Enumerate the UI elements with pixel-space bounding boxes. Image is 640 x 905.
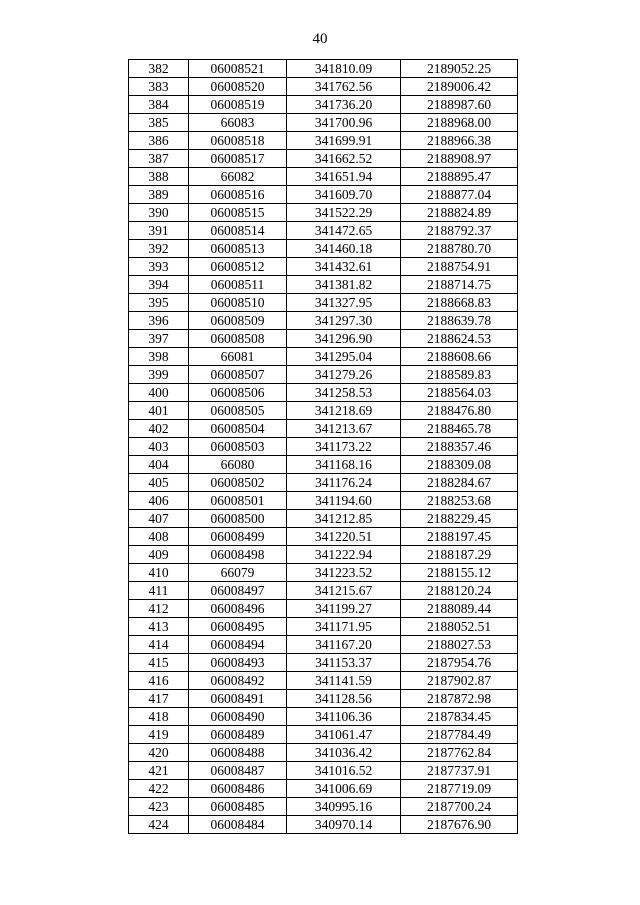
table-row: [129, 672, 518, 690]
y-coordinate-cell: 2187784.49: [401, 726, 518, 744]
table-row: [129, 726, 518, 744]
y-coordinate-cell: 2188714.75: [401, 276, 518, 294]
table-row: [129, 780, 518, 798]
x-coordinate-cell: 341220.51: [287, 528, 401, 546]
row-index-cell: 404: [129, 456, 189, 474]
row-index-cell: 387: [129, 150, 189, 168]
table-row: [129, 366, 518, 384]
coordinates-table: [128, 59, 518, 834]
x-coordinate-cell: 340995.16: [287, 798, 401, 816]
point-id-cell: 06008511: [189, 276, 287, 294]
y-coordinate-cell: 2188253.68: [401, 492, 518, 510]
table-row: [129, 204, 518, 222]
x-coordinate-cell: 341036.42: [287, 744, 401, 762]
page-number: 40: [312, 31, 328, 47]
point-id-cell: 06008514: [189, 222, 287, 240]
row-index-cell: 389: [129, 186, 189, 204]
table-body: [129, 60, 518, 834]
point-id-cell: 06008515: [189, 204, 287, 222]
x-coordinate-cell: 341297.30: [287, 312, 401, 330]
x-coordinate-cell: 341258.53: [287, 384, 401, 402]
x-coordinate-cell: 341609.70: [287, 186, 401, 204]
y-coordinate-cell: 2188589.83: [401, 366, 518, 384]
y-coordinate-cell: 2188824.89: [401, 204, 518, 222]
point-id-cell: 06008509: [189, 312, 287, 330]
row-index-cell: 413: [129, 618, 189, 636]
table-row: [129, 330, 518, 348]
point-id-cell: 06008505: [189, 402, 287, 420]
x-coordinate-cell: 341662.52: [287, 150, 401, 168]
x-coordinate-cell: 341212.85: [287, 510, 401, 528]
table-row: [129, 402, 518, 420]
row-index-cell: 423: [129, 798, 189, 816]
x-coordinate-cell: 341061.47: [287, 726, 401, 744]
y-coordinate-cell: 2187902.87: [401, 672, 518, 690]
row-index-cell: 424: [129, 816, 189, 834]
x-coordinate-cell: 341432.61: [287, 258, 401, 276]
x-coordinate-cell: 341194.60: [287, 492, 401, 510]
y-coordinate-cell: 2188966.38: [401, 132, 518, 150]
x-coordinate-cell: 341296.90: [287, 330, 401, 348]
y-coordinate-cell: 2188987.60: [401, 96, 518, 114]
y-coordinate-cell: 2187700.24: [401, 798, 518, 816]
table-row: [129, 618, 518, 636]
x-coordinate-cell: 341295.04: [287, 348, 401, 366]
point-id-cell: 06008512: [189, 258, 287, 276]
table-row: [129, 816, 518, 834]
row-index-cell: 412: [129, 600, 189, 618]
point-id-cell: 06008517: [189, 150, 287, 168]
x-coordinate-cell: 341762.56: [287, 78, 401, 96]
x-coordinate-cell: 341199.27: [287, 600, 401, 618]
x-coordinate-cell: 341173.22: [287, 438, 401, 456]
x-coordinate-cell: 341699.91: [287, 132, 401, 150]
y-coordinate-cell: 2187676.90: [401, 816, 518, 834]
row-index-cell: 405: [129, 474, 189, 492]
point-id-cell: 06008486: [189, 780, 287, 798]
y-coordinate-cell: 2188052.51: [401, 618, 518, 636]
row-index-cell: 398: [129, 348, 189, 366]
x-coordinate-cell: 341167.20: [287, 636, 401, 654]
x-coordinate-cell: 341106.36: [287, 708, 401, 726]
row-index-cell: 421: [129, 762, 189, 780]
table-row: [129, 636, 518, 654]
row-index-cell: 402: [129, 420, 189, 438]
point-id-cell: 06008516: [189, 186, 287, 204]
y-coordinate-cell: 2187834.45: [401, 708, 518, 726]
row-index-cell: 397: [129, 330, 189, 348]
table-row: [129, 528, 518, 546]
x-coordinate-cell: 341141.59: [287, 672, 401, 690]
y-coordinate-cell: 2187719.09: [401, 780, 518, 798]
row-index-cell: 386: [129, 132, 189, 150]
table-row: [129, 474, 518, 492]
point-id-cell: 66083: [189, 114, 287, 132]
row-index-cell: 417: [129, 690, 189, 708]
table-row: [129, 312, 518, 330]
table-row: [129, 114, 518, 132]
table-row: [129, 708, 518, 726]
table-row: [129, 600, 518, 618]
y-coordinate-cell: 2188476.80: [401, 402, 518, 420]
row-index-cell: 411: [129, 582, 189, 600]
y-coordinate-cell: 2188120.24: [401, 582, 518, 600]
row-index-cell: 399: [129, 366, 189, 384]
row-index-cell: 403: [129, 438, 189, 456]
y-coordinate-cell: 2188792.37: [401, 222, 518, 240]
y-coordinate-cell: 2188608.66: [401, 348, 518, 366]
point-id-cell: 06008484: [189, 816, 287, 834]
table-row: [129, 690, 518, 708]
y-coordinate-cell: 2188309.08: [401, 456, 518, 474]
table-row: [129, 294, 518, 312]
point-id-cell: 06008491: [189, 690, 287, 708]
y-coordinate-cell: 2188155.12: [401, 564, 518, 582]
y-coordinate-cell: 2188908.97: [401, 150, 518, 168]
row-index-cell: 419: [129, 726, 189, 744]
point-id-cell: 06008494: [189, 636, 287, 654]
table-row: [129, 798, 518, 816]
x-coordinate-cell: 341279.26: [287, 366, 401, 384]
table-row: [129, 456, 518, 474]
table-row: [129, 78, 518, 96]
point-id-cell: 06008495: [189, 618, 287, 636]
point-id-cell: 06008500: [189, 510, 287, 528]
table-row: [129, 384, 518, 402]
table-row: [129, 654, 518, 672]
y-coordinate-cell: 2188465.78: [401, 420, 518, 438]
row-index-cell: 407: [129, 510, 189, 528]
table-row: [129, 744, 518, 762]
y-coordinate-cell: 2188780.70: [401, 240, 518, 258]
table-row: [129, 240, 518, 258]
y-coordinate-cell: 2188968.00: [401, 114, 518, 132]
row-index-cell: 393: [129, 258, 189, 276]
point-id-cell: 06008488: [189, 744, 287, 762]
point-id-cell: 06008503: [189, 438, 287, 456]
y-coordinate-cell: 2188187.29: [401, 546, 518, 564]
row-index-cell: 388: [129, 168, 189, 186]
table-row: [129, 420, 518, 438]
y-coordinate-cell: 2188197.45: [401, 528, 518, 546]
point-id-cell: 06008492: [189, 672, 287, 690]
y-coordinate-cell: 2188877.04: [401, 186, 518, 204]
y-coordinate-cell: 2187954.76: [401, 654, 518, 672]
x-coordinate-cell: 341522.29: [287, 204, 401, 222]
y-coordinate-cell: 2188229.45: [401, 510, 518, 528]
y-coordinate-cell: 2189052.25: [401, 60, 518, 78]
point-id-cell: 06008489: [189, 726, 287, 744]
x-coordinate-cell: 341153.37: [287, 654, 401, 672]
row-index-cell: 383: [129, 78, 189, 96]
table-row: [129, 348, 518, 366]
table-row: [129, 96, 518, 114]
row-index-cell: 392: [129, 240, 189, 258]
x-coordinate-cell: 341213.67: [287, 420, 401, 438]
x-coordinate-cell: 341327.95: [287, 294, 401, 312]
point-id-cell: 06008485: [189, 798, 287, 816]
x-coordinate-cell: 341016.52: [287, 762, 401, 780]
y-coordinate-cell: 2187872.98: [401, 690, 518, 708]
point-id-cell: 06008497: [189, 582, 287, 600]
table-row: [129, 564, 518, 582]
row-index-cell: 406: [129, 492, 189, 510]
x-coordinate-cell: 341810.09: [287, 60, 401, 78]
point-id-cell: 06008502: [189, 474, 287, 492]
table-row: [129, 132, 518, 150]
y-coordinate-cell: 2188027.53: [401, 636, 518, 654]
table-row: [129, 276, 518, 294]
point-id-cell: 06008499: [189, 528, 287, 546]
point-id-cell: 66080: [189, 456, 287, 474]
point-id-cell: 06008520: [189, 78, 287, 96]
table-row: [129, 150, 518, 168]
point-id-cell: 06008504: [189, 420, 287, 438]
point-id-cell: 06008519: [189, 96, 287, 114]
y-coordinate-cell: 2188564.03: [401, 384, 518, 402]
row-index-cell: 400: [129, 384, 189, 402]
y-coordinate-cell: 2188639.78: [401, 312, 518, 330]
x-coordinate-cell: 341171.95: [287, 618, 401, 636]
x-coordinate-cell: 340970.14: [287, 816, 401, 834]
row-index-cell: 396: [129, 312, 189, 330]
y-coordinate-cell: 2187737.91: [401, 762, 518, 780]
x-coordinate-cell: 341460.18: [287, 240, 401, 258]
row-index-cell: 394: [129, 276, 189, 294]
row-index-cell: 384: [129, 96, 189, 114]
point-id-cell: 06008501: [189, 492, 287, 510]
row-index-cell: 415: [129, 654, 189, 672]
y-coordinate-cell: 2188284.67: [401, 474, 518, 492]
x-coordinate-cell: 341472.65: [287, 222, 401, 240]
row-index-cell: 391: [129, 222, 189, 240]
table-row: [129, 762, 518, 780]
row-index-cell: 390: [129, 204, 189, 222]
y-coordinate-cell: 2187762.84: [401, 744, 518, 762]
point-id-cell: 06008493: [189, 654, 287, 672]
x-coordinate-cell: 341651.94: [287, 168, 401, 186]
table-row: [129, 258, 518, 276]
x-coordinate-cell: 341381.82: [287, 276, 401, 294]
table-row: [129, 186, 518, 204]
table-row: [129, 582, 518, 600]
point-id-cell: 06008513: [189, 240, 287, 258]
point-id-cell: 06008490: [189, 708, 287, 726]
table-row: [129, 546, 518, 564]
x-coordinate-cell: 341215.67: [287, 582, 401, 600]
x-coordinate-cell: 341222.94: [287, 546, 401, 564]
table-row: [129, 168, 518, 186]
point-id-cell: 66079: [189, 564, 287, 582]
point-id-cell: 06008521: [189, 60, 287, 78]
point-id-cell: 06008510: [189, 294, 287, 312]
point-id-cell: 66081: [189, 348, 287, 366]
y-coordinate-cell: 2188357.46: [401, 438, 518, 456]
y-coordinate-cell: 2188754.91: [401, 258, 518, 276]
row-index-cell: 382: [129, 60, 189, 78]
row-index-cell: 409: [129, 546, 189, 564]
x-coordinate-cell: 341736.20: [287, 96, 401, 114]
x-coordinate-cell: 341218.69: [287, 402, 401, 420]
x-coordinate-cell: 341700.96: [287, 114, 401, 132]
point-id-cell: 06008507: [189, 366, 287, 384]
point-id-cell: 06008518: [189, 132, 287, 150]
point-id-cell: 66082: [189, 168, 287, 186]
x-coordinate-cell: 341128.56: [287, 690, 401, 708]
x-coordinate-cell: 341176.24: [287, 474, 401, 492]
table-row: [129, 60, 518, 78]
row-index-cell: 395: [129, 294, 189, 312]
y-coordinate-cell: 2188624.53: [401, 330, 518, 348]
x-coordinate-cell: 341168.16: [287, 456, 401, 474]
table-row: [129, 492, 518, 510]
x-coordinate-cell: 341006.69: [287, 780, 401, 798]
point-id-cell: 06008508: [189, 330, 287, 348]
row-index-cell: 401: [129, 402, 189, 420]
row-index-cell: 408: [129, 528, 189, 546]
row-index-cell: 420: [129, 744, 189, 762]
point-id-cell: 06008496: [189, 600, 287, 618]
table-row: [129, 222, 518, 240]
table-row: [129, 510, 518, 528]
point-id-cell: 06008487: [189, 762, 287, 780]
y-coordinate-cell: 2189006.42: [401, 78, 518, 96]
row-index-cell: 416: [129, 672, 189, 690]
row-index-cell: 422: [129, 780, 189, 798]
row-index-cell: 385: [129, 114, 189, 132]
row-index-cell: 418: [129, 708, 189, 726]
y-coordinate-cell: 2188895.47: [401, 168, 518, 186]
row-index-cell: 410: [129, 564, 189, 582]
table-row: [129, 438, 518, 456]
point-id-cell: 06008506: [189, 384, 287, 402]
y-coordinate-cell: 2188668.83: [401, 294, 518, 312]
x-coordinate-cell: 341223.52: [287, 564, 401, 582]
row-index-cell: 414: [129, 636, 189, 654]
y-coordinate-cell: 2188089.44: [401, 600, 518, 618]
point-id-cell: 06008498: [189, 546, 287, 564]
